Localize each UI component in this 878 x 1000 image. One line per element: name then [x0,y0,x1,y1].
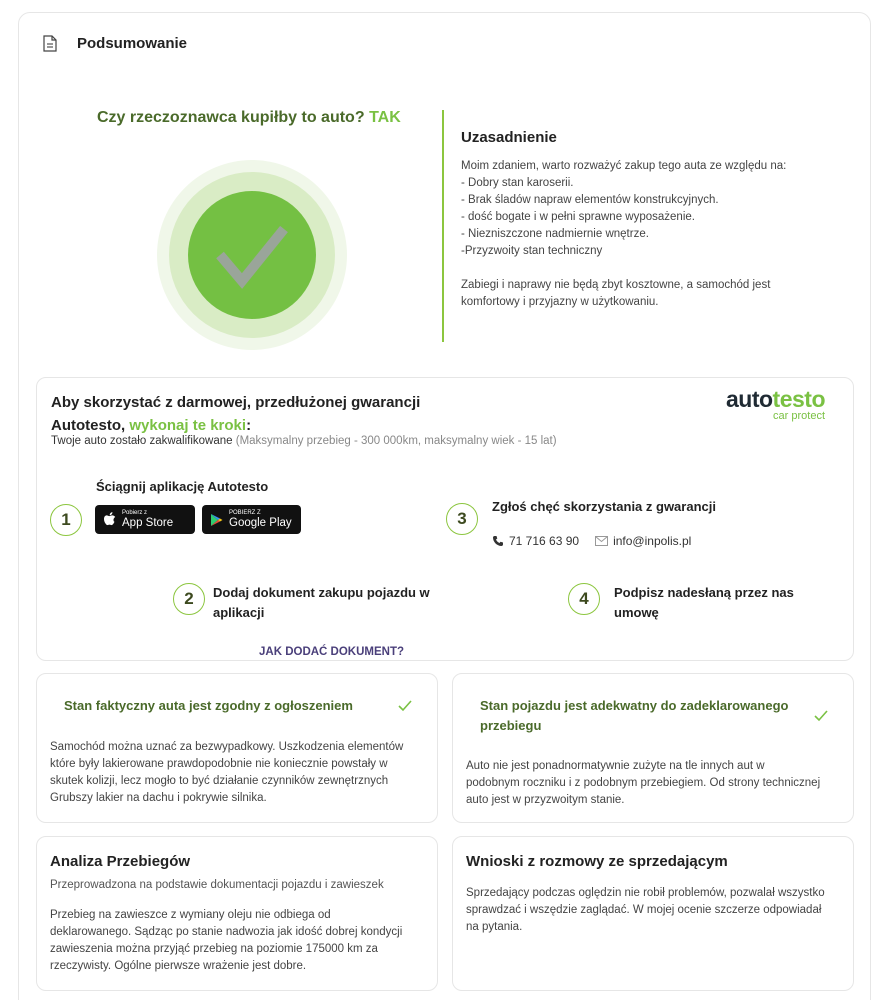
apple-icon [103,512,116,527]
justification-line: -Przyzwoity stan techniczny [461,245,603,257]
body-line: deklarowanego. Sądząc po stanie nadwozia jak idość dobrej kondycji [50,926,403,938]
mileage-analysis-body [50,907,435,975]
warranty-card [36,377,854,661]
verdict-question [97,109,417,127]
phone-number: 71 716 63 90 [509,534,580,548]
check-icon [814,710,828,722]
seller-talk-title: Wnioski z rozmowy ze sprzedającym [466,853,728,870]
step-4-title [614,583,844,623]
step-3-number: 3 [446,503,478,535]
step-4-title-line: umowę [614,605,659,620]
body-line: rzeczywisty. Ogólne pierwsze wrażenie jest dobre. [50,960,307,972]
app-store-button[interactable] [95,505,195,534]
verdict-answer: TAK [369,109,401,126]
mail-icon [595,536,608,546]
big-check-icon [188,191,316,319]
google-play-button[interactable] [202,505,301,534]
mileage-analysis-card [36,836,438,991]
justification-line: Moim zdaniem, warto rozważyć zakup tego auta ze względu na: [461,160,787,172]
body-line: podobnym roczniku i z podobnym przebiegiem. Od strony technicznej [466,777,821,789]
qualified-text: Twoje auto zostało zakwalifikowane [51,435,233,447]
warranty-qualification [51,435,557,447]
page-title: Podsumowanie [77,35,188,52]
justification [461,129,821,311]
email-address[interactable]: info@inpolis.pl [613,534,692,548]
warranty-title-action: wykonaj te kroki [129,417,247,434]
logo-subtitle: car protect [773,410,825,422]
body-line: auto jest w przyzwoitym stanie. [466,794,625,806]
logo-part-auto: auto [725,386,773,412]
body-line: Auto nie jest ponadnormatywnie zużyte na tle innych aut w [466,760,765,772]
summary-panel [18,12,871,1000]
step-2-title [213,583,473,623]
body-line: Sprzedający podczas oględzin nie robił problemów, pozwalał wszystko [466,887,825,899]
title-line: przebiegu [480,718,542,733]
justification-line: - dość bogate i w pełni sprawne wyposażenie. [461,211,695,223]
body-line: skutek kolizji, lecz mogło to być działanie czynników zewnętrznych [50,775,389,787]
mileage-analysis-subtitle: Przeprowadzona na podstawie dokumentacji pojazdu i zawieszek [50,879,384,891]
autotesto-logo [726,386,825,422]
body-line: Przebieg na zawieszce z wymiany oleju nie odbiega od [50,909,331,921]
google-play-icon [210,513,223,527]
how-to-add-document-link[interactable]: JAK DODAĆ DOKUMENT? [259,646,405,658]
step-1-number: 1 [50,504,82,536]
step-1-title: Ściągnij aplikację Autotesto [96,479,269,494]
summary-header [43,35,187,52]
title-line: Stan pojazdu jest adekwatny do zadeklarowanego [480,698,789,713]
body-line: sprawdzać i wszędzie zaglądać. W mojej ocenie szczerze odpowiadał [466,904,822,916]
verdict-badge [157,160,347,350]
justification-line: - Brak śladów napraw elementów konstrukcyjnych. [461,194,719,206]
step-2-title-line: aplikacji [213,605,265,620]
phone-icon [492,535,504,547]
step-4-number: 4 [568,583,600,615]
step-2-title-line: Dodaj dokument zakupu pojazdu w [213,585,430,600]
seller-talk-body [466,885,851,936]
justification-closing: Zabiegi i naprawy nie będą zbyt kosztowne, a samochód jest [461,279,771,291]
step-4-title-line: Podpisz nadesłaną przez nas [614,585,794,600]
app-store-label: App Store [122,516,174,529]
google-play-label: Google Play [229,516,292,529]
condition-card-body [50,739,430,807]
mileage-state-card-body [466,758,851,809]
justification-line: - Niezniszczone nadmiernie wnętrze. [461,228,649,240]
verdict-divider [442,110,444,342]
body-line: zawieszenia można przyjąć przebieg na poziomie 175000 km za [50,943,378,955]
body-line: Samochód można uznać za bezwypadkowy. Uszkodzenia elementów [50,741,404,753]
document-icon [43,35,57,52]
app-store-small: Pobierz z [122,509,148,516]
condition-card-title: Stan faktyczny auta jest zgodny z ogłoszeniem [64,698,353,713]
body-line: Grubszy lakier na dachu i pokrywie silnika. [50,792,267,804]
step-2-number: 2 [173,583,205,615]
check-icon [398,700,412,712]
condition-card [36,673,438,823]
mileage-analysis-title: Analiza Przebiegów [50,853,191,870]
limits-text: (Maksymalny przebieg - 300 000km, maksymalny wiek - 15 lat) [235,435,557,447]
warranty-title-colon: : [246,417,252,434]
body-line: na pytania. [466,921,523,933]
justification-heading: Uzasadnienie [461,129,557,146]
logo-part-testo: testo [772,386,825,412]
google-play-small: POBIERZ Z [229,509,261,516]
warranty-title [51,391,471,437]
mileage-state-card [452,673,854,823]
verdict-question-text: Czy rzeczoznawca kupiłby to auto? [97,109,365,126]
body-line: które były lakierowane prawdopodobnie nie koniecznie powstały w [50,758,388,770]
warranty-title-brand: Autotesto, [51,417,126,434]
seller-talk-card [452,836,854,991]
justification-line: - Dobry stan karoserii. [461,177,574,189]
justification-closing: komfortowy i przyjazny w użytkowaniu. [461,296,659,308]
mileage-state-card-title [480,696,810,736]
step-3-title: Zgłoś chęć skorzystania z gwarancji [492,499,716,514]
warranty-title-line: Aby skorzystać z darmowej, przedłużonej gwarancji [51,394,421,411]
phone-contact[interactable] [492,534,691,548]
